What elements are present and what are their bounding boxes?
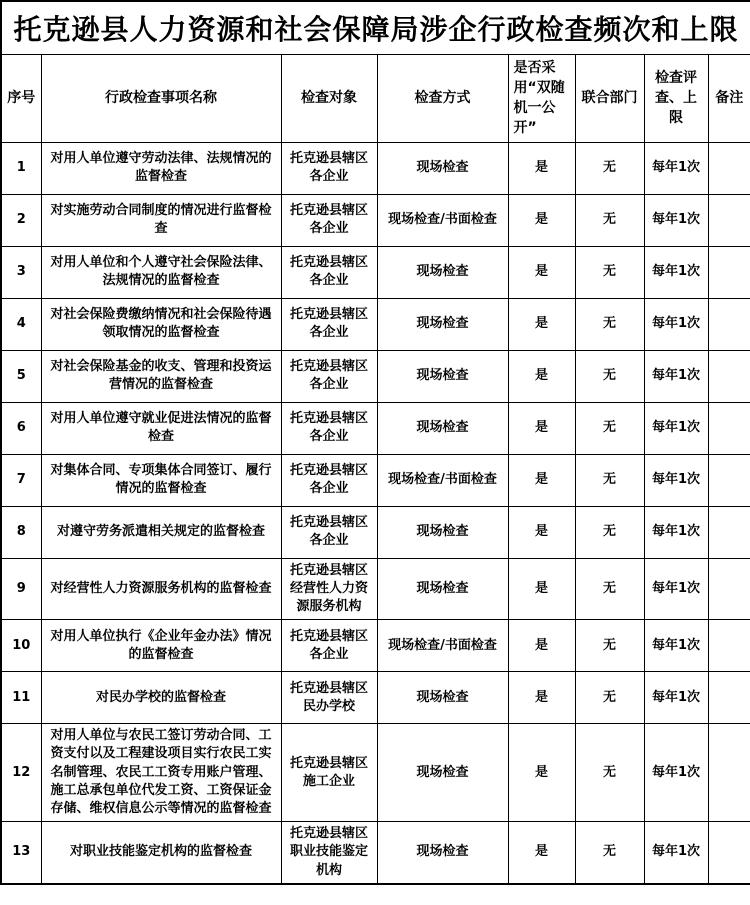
cell-remark (708, 620, 750, 672)
cell-method: 现场检查 (377, 558, 508, 620)
cell-double_random: 是 (508, 558, 575, 620)
header-remark: 备注 (708, 54, 750, 142)
cell-remark (708, 822, 750, 884)
cell-joint_department: 无 (575, 298, 644, 350)
table-row (1, 558, 750, 620)
cell-no: 7 (1, 454, 41, 506)
cell-no: 11 (1, 672, 41, 724)
cell-no: 5 (1, 350, 41, 402)
cell-target: 托克逊县辖区各企业 (281, 506, 377, 558)
table-row (1, 298, 750, 350)
cell-double_random: 是 (508, 142, 575, 194)
table-row (1, 724, 750, 822)
cell-remark (708, 724, 750, 822)
cell-frequency: 每年1次 (644, 672, 708, 724)
cell-remark (708, 672, 750, 724)
cell-double_random: 是 (508, 402, 575, 454)
table-row (1, 350, 750, 402)
table-header-row (1, 54, 750, 142)
cell-target: 托克逊县辖区各企业 (281, 454, 377, 506)
cell-method: 现场检查 (377, 672, 508, 724)
table-row (1, 454, 750, 506)
cell-frequency: 每年1次 (644, 246, 708, 298)
cell-joint_department: 无 (575, 142, 644, 194)
cell-method: 现场检查/书面检查 (377, 454, 508, 506)
header-double-random: 是否采用“双随机一公开” (508, 54, 575, 142)
cell-no: 3 (1, 246, 41, 298)
table-row (1, 194, 750, 246)
table-row (1, 506, 750, 558)
cell-name: 对用人单位和个人遵守社会保险法律、法规情况的监督检查 (41, 246, 281, 298)
cell-target: 托克逊县辖区经营性人力资源服务机构 (281, 558, 377, 620)
cell-double_random: 是 (508, 350, 575, 402)
header-target: 检查对象 (281, 54, 377, 142)
cell-name: 对遵守劳务派遣相关规定的监督检查 (41, 506, 281, 558)
cell-remark (708, 298, 750, 350)
cell-name: 对民办学校的监督检查 (41, 672, 281, 724)
cell-frequency: 每年1次 (644, 454, 708, 506)
cell-remark (708, 454, 750, 506)
cell-name: 对用人单位与农民工签订劳动合同、工资支付以及工程建设项目实行农民工实名制管理、农民工工资专用账户管理、施工总承包单位代发工资、工资保证金存储、维权信息公示等情况的监督检查 (41, 724, 281, 822)
cell-name: 对经营性人力资源服务机构的监督检查 (41, 558, 281, 620)
cell-name: 对用人单位遵守就业促进法情况的监督检查 (41, 402, 281, 454)
cell-double_random: 是 (508, 246, 575, 298)
cell-method: 现场检查/书面检查 (377, 194, 508, 246)
cell-target: 托克逊县辖区民办学校 (281, 672, 377, 724)
cell-frequency: 每年1次 (644, 298, 708, 350)
cell-frequency: 每年1次 (644, 620, 708, 672)
header-frequency-limit: 检查评查、上限 (644, 54, 708, 142)
cell-method: 现场检查 (377, 822, 508, 884)
cell-no: 9 (1, 558, 41, 620)
cell-target: 托克逊县辖区各企业 (281, 246, 377, 298)
cell-joint_department: 无 (575, 822, 644, 884)
cell-target: 托克逊县辖区各企业 (281, 620, 377, 672)
cell-no: 1 (1, 142, 41, 194)
cell-target: 托克逊县辖区职业技能鉴定机构 (281, 822, 377, 884)
cell-frequency: 每年1次 (644, 506, 708, 558)
page-title: 托克逊县人力资源和社会保障局涉企行政检查频次和上限 (1, 1, 750, 54)
cell-remark (708, 558, 750, 620)
cell-name: 对实施劳动合同制度的情况进行监督检查 (41, 194, 281, 246)
cell-double_random: 是 (508, 672, 575, 724)
table-row (1, 142, 750, 194)
cell-no: 8 (1, 506, 41, 558)
cell-remark (708, 142, 750, 194)
cell-frequency: 每年1次 (644, 194, 708, 246)
cell-method: 现场检查 (377, 298, 508, 350)
cell-target: 托克逊县辖区各企业 (281, 350, 377, 402)
cell-frequency: 每年1次 (644, 350, 708, 402)
cell-joint_department: 无 (575, 506, 644, 558)
cell-double_random: 是 (508, 724, 575, 822)
header-no: 序号 (1, 54, 41, 142)
cell-remark (708, 194, 750, 246)
cell-name: 对社会保险费缴纳情况和社会保险待遇领取情况的监督检查 (41, 298, 281, 350)
cell-frequency: 每年1次 (644, 402, 708, 454)
cell-joint_department: 无 (575, 194, 644, 246)
table-row (1, 620, 750, 672)
cell-target: 托克逊县辖区各企业 (281, 142, 377, 194)
cell-remark (708, 506, 750, 558)
cell-target: 托克逊县辖区施工企业 (281, 724, 377, 822)
cell-no: 6 (1, 402, 41, 454)
cell-joint_department: 无 (575, 724, 644, 822)
table-row (1, 246, 750, 298)
cell-joint_department: 无 (575, 672, 644, 724)
cell-target: 托克逊县辖区各企业 (281, 298, 377, 350)
cell-frequency: 每年1次 (644, 822, 708, 884)
cell-double_random: 是 (508, 454, 575, 506)
cell-method: 现场检查 (377, 246, 508, 298)
cell-name: 对职业技能鉴定机构的监督检查 (41, 822, 281, 884)
cell-remark (708, 402, 750, 454)
cell-name: 对社会保险基金的收支、管理和投资运营情况的监督检查 (41, 350, 281, 402)
table-row (1, 402, 750, 454)
cell-double_random: 是 (508, 506, 575, 558)
cell-method: 现场检查 (377, 142, 508, 194)
table-body (1, 142, 750, 884)
cell-target: 托克逊县辖区各企业 (281, 402, 377, 454)
header-method: 检查方式 (377, 54, 508, 142)
cell-method: 现场检查 (377, 506, 508, 558)
cell-no: 12 (1, 724, 41, 822)
cell-no: 10 (1, 620, 41, 672)
cell-double_random: 是 (508, 298, 575, 350)
cell-remark (708, 246, 750, 298)
header-item-name: 行政检查事项名称 (41, 54, 281, 142)
cell-double_random: 是 (508, 620, 575, 672)
table-row (1, 672, 750, 724)
cell-frequency: 每年1次 (644, 558, 708, 620)
cell-double_random: 是 (508, 194, 575, 246)
cell-joint_department: 无 (575, 558, 644, 620)
cell-name: 对集体合同、专项集体合同签订、履行情况的监督检查 (41, 454, 281, 506)
cell-joint_department: 无 (575, 246, 644, 298)
title-row (1, 1, 750, 54)
cell-joint_department: 无 (575, 454, 644, 506)
cell-joint_department: 无 (575, 350, 644, 402)
cell-joint_department: 无 (575, 620, 644, 672)
table-row (1, 822, 750, 884)
cell-target: 托克逊县辖区各企业 (281, 194, 377, 246)
cell-double_random: 是 (508, 822, 575, 884)
cell-method: 现场检查 (377, 402, 508, 454)
cell-frequency: 每年1次 (644, 724, 708, 822)
cell-frequency: 每年1次 (644, 142, 708, 194)
cell-no: 4 (1, 298, 41, 350)
cell-name: 对用人单位执行《企业年金办法》情况的监督检查 (41, 620, 281, 672)
cell-method: 现场检查/书面检查 (377, 620, 508, 672)
cell-no: 13 (1, 822, 41, 884)
cell-name: 对用人单位遵守劳动法律、法规情况的监督检查 (41, 142, 281, 194)
cell-no: 2 (1, 194, 41, 246)
cell-method: 现场检查 (377, 724, 508, 822)
cell-joint_department: 无 (575, 402, 644, 454)
cell-method: 现场检查 (377, 350, 508, 402)
header-joint-department: 联合部门 (575, 54, 644, 142)
cell-remark (708, 350, 750, 402)
